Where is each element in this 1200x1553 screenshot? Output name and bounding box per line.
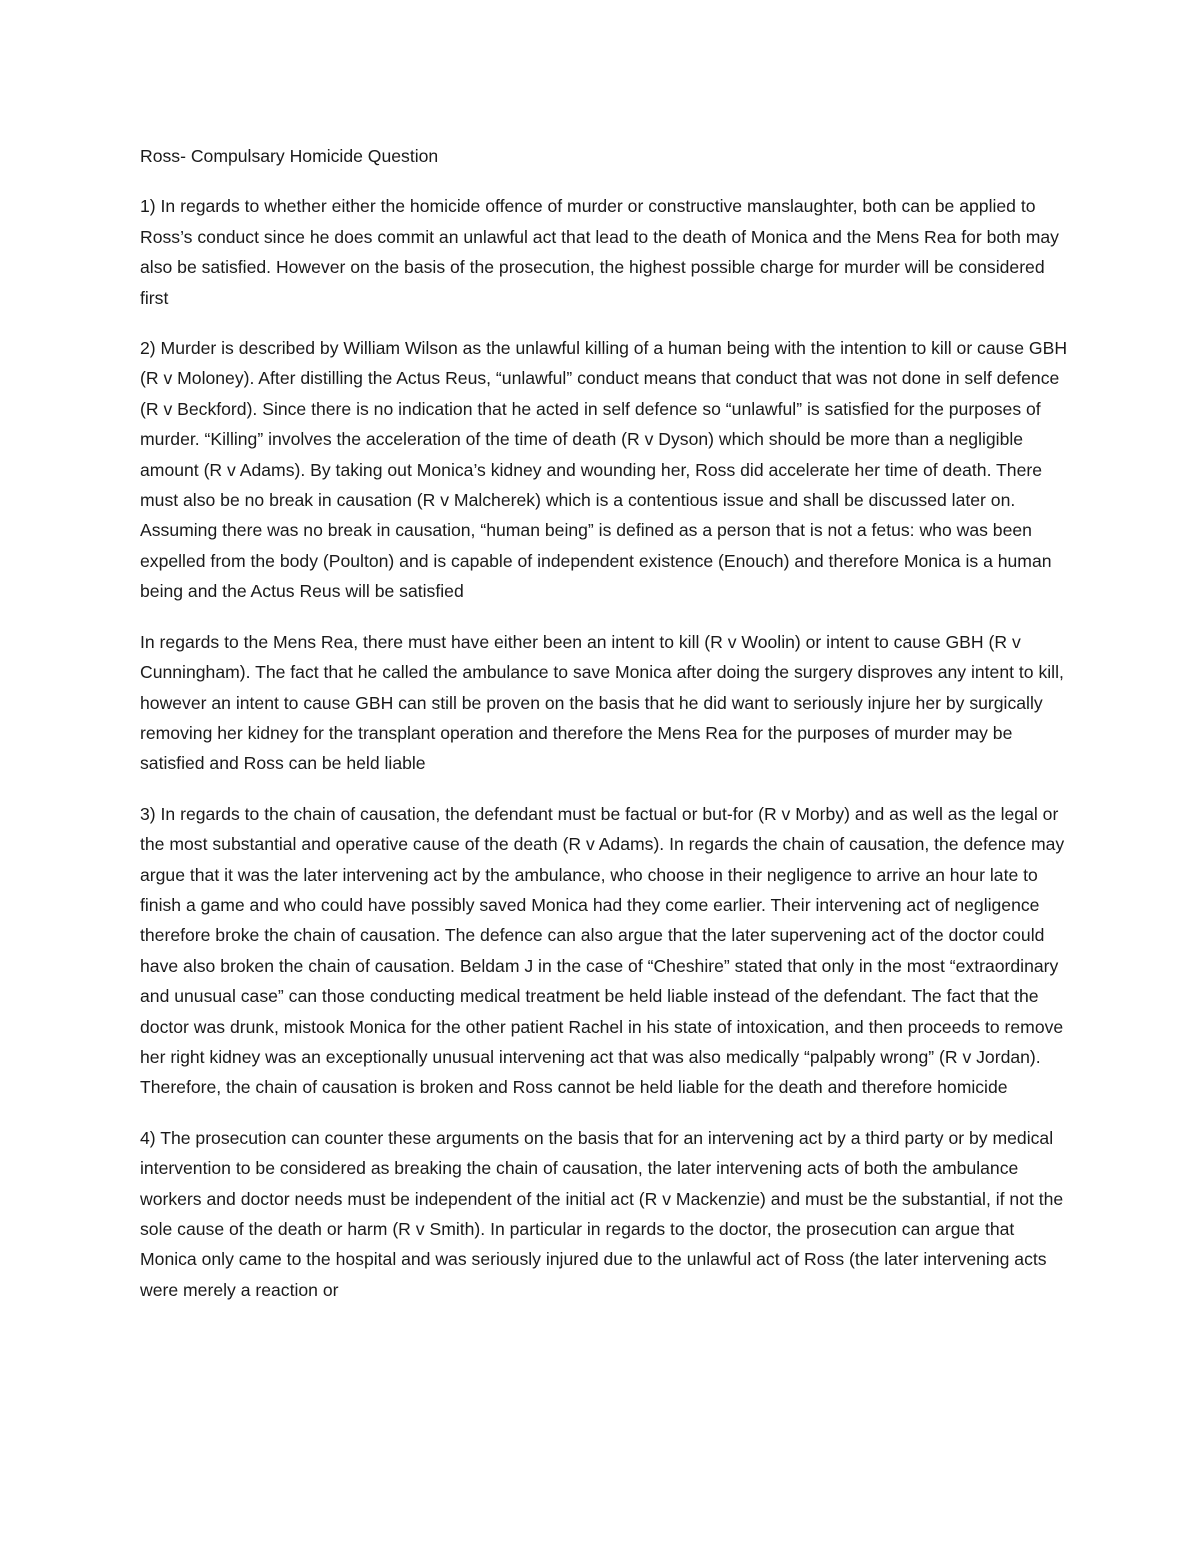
- document-title: Ross- Compulsary Homicide Question: [140, 146, 439, 166]
- paragraph-1: 1) In regards to whether either the homicide offence of murder or constructive manslaughter, both can be applied to Ross’s conduct since he does commit an unlawful act that lead to the death of Monica and the Mens Rea for both may also be satisfied. However on the basis of the prosecution, the highest possible charge for murder will be considered first: [140, 196, 1059, 308]
- paragraph-3: 3) In regards to the chain of causation, the defendant must be factual or but-for (R v Morby) and as well as the legal or the most substantial and operative cause of the death (R v Adams). In regards the chain of causation, the defence may argue that it was the later intervening act by the ambulance, who choose in their negligence to arrive an hour late to finish a game and who could have possibly saved Monica had they come earlier. Their intervening act of negligence therefore broke the chain of causation. The defence can also argue that the later supervening act of the doctor could have also broken the chain of causation. Beldam J in the case of “Cheshire” stated that only in the most “extraordinary and unusual case” can those conducting medical treatment be held liable instead of the defendant. The fact that the doctor was drunk, mistook Monica for the other patient Rachel in his state of intoxication, and then proceeds to remove her right kidney was an exceptionally unusual intervening act that was also medically “palpably wrong” (R v Jordan). Therefore, the chain of causation is broken and Ross cannot be held liable for the death and therefore homicide: [140, 803, 1065, 1098]
- paragraph-4: 4) The prosecution can counter these arguments on the basis that for an intervening act by a third party or by medical intervention to be considered as breaking the chain of causation, the later intervening acts of both the ambulance workers and doctor needs must be independent of the initial act (R v Mackenzie) and must be the substantial, if not the sole cause of the death or harm (R v Smith). In particular in regards to the doctor, the prosecution can argue that Monica only came to the hospital and was seriously injured due to the unlawful act of Ross (the later intervening acts were merely a reaction or: [140, 1127, 1064, 1300]
- paragraph-2: 2) Murder is described by William Wilson as the unlawful killing of a human being with the intention to kill or cause GBH (R v Moloney). After distilling the Actus Reus, “unlawful” conduct means that conduct that was not done in self defence (R v Beckford). Since there is no indication that he acted in self defence so “unlawful” is satisfied for the purposes of murder. “Killing” involves the acceleration of the time of death (R v Dyson) which should be more than a negligible amount (R v Adams). By taking out Monica’s kidney and wounding her, Ross did accelerate her time of death. There must also be no break in causation (R v Malcherek) which is a contentious issue and shall be discussed later on. Assuming there was no break in causation, “human being” is defined as a person that is not a fetus: who was been expelled from the body (Poulton) and is capable of independent existence (Enouch) and therefore Monica is a human being and the Actus Reus will be satisfied: [140, 338, 1068, 602]
- document-body: [140, 141, 1070, 1325]
- paragraph-mens-rea: In regards to the Mens Rea, there must have either been an intent to kill (R v Woolin) or intent to cause GBH (R v Cunningham). The fact that he called the ambulance to save Monica after doing the surgery disproves any intent to kill, however an intent to cause GBH can still be proven on the basis that he did want to seriously injure her by surgically removing her kidney for the transplant operation and therefore the Mens Rea for the purposes of murder may be satisfied and Ross can be held liable: [140, 631, 1064, 774]
